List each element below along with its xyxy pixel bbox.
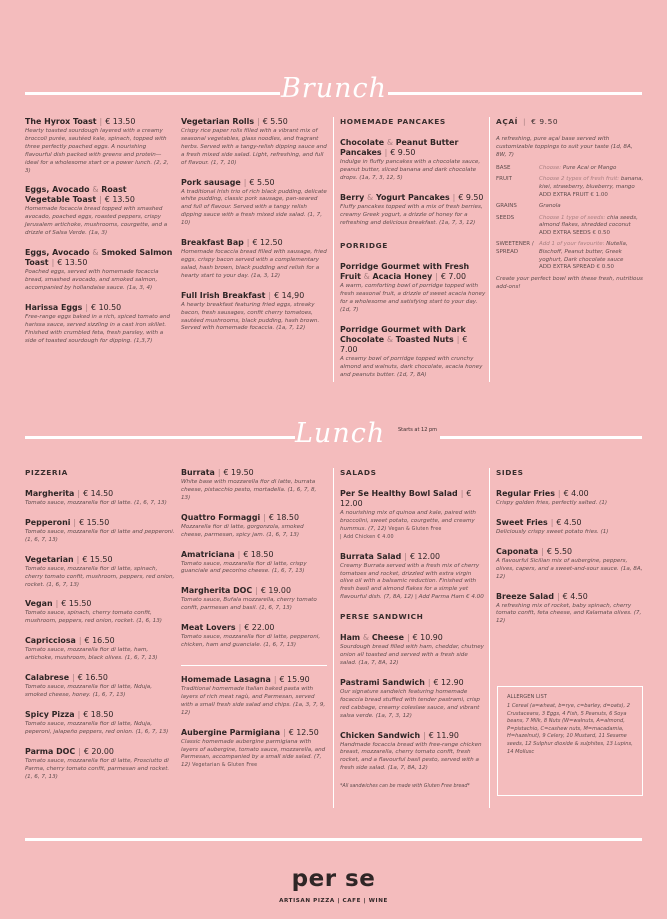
menu-item: Caponata | € 5.50 A flavourful Sicilian mix of aubergine, peppers, olives, capers, and a sweet-and-sour sauce. (1a, 8A, 12)	[496, 546, 643, 580]
footer-rule	[25, 838, 642, 841]
pizzeria-section	[25, 468, 175, 791]
menu-item: Burrata Salad | € 12.00 Creamy Burrata served with a fresh mix of cherry tomatoes and rocket, drizzled with extra virgin olive oil with a balsamic reduction. Finished with fresh basil and almond flakes for a simple yet flavourful dish. (7, 8A, 12) | Add Parma Ham € 4.00	[340, 551, 484, 601]
menu-item: Margherita DOC | € 19.00 Tomato sauce, Bufala mozzarella, cherry tomato confit, parmesan and basil. (1, 6, 7, 13)	[181, 586, 317, 612]
menu-item: Ham & Cheese | € 10.90 Sourdough bread filled with ham, cheddar, chutney onion all toasted and served with a fresh side salad. (1a, 7, 8A, 12)	[340, 633, 484, 666]
brunch-heading: Brunch	[280, 73, 388, 104]
brunch-rule-right	[388, 92, 642, 95]
section-title-salads: SALADS	[340, 468, 377, 477]
acai-outro: Create your perfect bowl with these fresh, nutritious add-ons!	[496, 275, 643, 290]
brunch-col-3	[340, 117, 486, 390]
menu-item: Aubergine Parmigiana | € 12.50 Classic homemade aubergine parmigiana with layers of aubergine, tomato sauce, mozzarella, and Parmesan, accompanied by a small side salad. (7, 12) Vegetarian & Gluten Free	[181, 727, 326, 769]
menu-item: Breakfast Bap | € 12.50 Homemade focaccia bread filled with sausage, fried eggs, crispy bacon served with a complementary salad, hash brown, black pudding and relish for a hearty start to your day. (1a, 3, 12)	[181, 238, 327, 279]
allergen-title: ALLERGEN LIST	[507, 694, 547, 700]
menu-item: Homemade Lasagna | € 15.90 Traditional homemade Italian baked pasta with layers of rich meat ragù, and Parmesan, served with a small fresh side salad and chips. (1a, 3, 7, 9, 12)	[181, 675, 326, 716]
menu-item: Margherita | € 14.50 Tomato sauce, mozzarella fior di latte. (1, 6, 7, 13)	[25, 489, 167, 506]
menu-item: Parma DOC | € 20.00 Tomato sauce, mozzarella fior di latte, Prosciutto di Parma, cherry tomato confit, parmesan and rocket. (1, 6, 7, 13)	[25, 746, 170, 780]
section-title-pizzeria: PIZZERIA	[25, 468, 68, 477]
allergen-text: 1 Cereal (a=wheat, b=rye, c=barley, d=oats), 2 Crustaceans, 3 Eggs, 4 Fish, 5 Peanuts, 6 Soya beans, 7 Milk, 8 Nuts (W=walnuts, A=almond, P=pistachio, C=cashew nuts, M=macadamia, H=hazelnut), 9 Celery, 10 Mustard, 11 Sesame seeds, 12 Sulphur dioxide & sulphites, 13 Lupins, 14 Mollusc	[507, 703, 633, 755]
acai-divider	[489, 117, 490, 382]
pizza-col-2	[181, 468, 327, 660]
menu-item: Vegan | € 15.50 Tomato sauce, spinach, cherry tomato confit, mushroom, peppers, red onion, rocket. (1, 6, 13)	[25, 599, 162, 625]
menu-item: Burrata | € 19.50 White base with mozzarella fior di latte, burrata cheese, pistacchio pesto, mortadella. (1, 6, 7, 8, 13)	[181, 468, 317, 501]
acai-row: SWEETENER / SPREAD Add 1 of your favourite: Nutella, Bischoff, Peanut butter, Greek yoghurt, Dark chocolate sauce ADD EXTRA SPREAD € 0.50	[496, 241, 628, 271]
menu-item: Vegetarian Rolls | € 5.50 Crispy rice paper rolls filled with a vibrant mix of seasonal vegetables, glass noodles, and fragrant herbs. Served with a tangy-relish dipping sauce and a fresh mixed side salad. Light, refreshing, and full of flavour. (1, 7, 10)	[181, 117, 327, 166]
menu-item: Eggs, Avocado & Roast Vegetable Toast | € 13.50 Homemade focaccia bread topped with smashed avocado, poached eggs, roasted peppers, crispy Jerusalem artichoke, mushrooms, courgette, and a drizzle of Salsa Verde. (1a, 3)	[25, 185, 168, 237]
lunch-rule-right	[440, 436, 642, 439]
allergen-box	[497, 686, 643, 796]
mains-divider	[181, 665, 327, 666]
brand-logo: per se	[291, 866, 376, 892]
menu-item: Quattro Formaggi | € 18.50 Mozzarella fior di latte, gorgonzola, smoked cheese, parmesan, spicy jam. (1, 6, 7, 13)	[181, 512, 304, 538]
section-title-pancakes: HOMEMADE PANCAKES	[340, 117, 446, 126]
menu-item: Porridge Gourmet with Dark Chocolate & Toasted Nuts | € 7.00 A creamy bowl of porridge topped with crunchy almond and walnuts, dark chocolate, acacia honey and peanuts butter. (1d, 7, 8A)	[340, 325, 483, 378]
lunch-heading: Lunch	[295, 418, 386, 449]
section-title-acai: AÇAÍ | € 9.50	[496, 117, 559, 126]
menu-item: Porridge Gourmet with Fresh Fruit & Acacia Honey | € 7.00 A warm, comforting bowl of porridge topped with fresh seasonal fruit, a drizzle of sweet acacia honey for a wholesome and satisfying start to your day. (1d, 7)	[340, 262, 486, 314]
section-title-porridge: PORRIDGE	[340, 241, 388, 251]
menu-item: The Hyrox Toast | € 13.50 Hearty toasted sourdough layered with a creamy broccoli purée, sautéed kale, spinach, topped with three perfectly poached eggs. A nourishing flavourful dish packed with greens and protein—ideal for a wholesome start or a power lunch. (2, 2, 3)	[25, 117, 169, 174]
acai-row: GRAINS Granola	[496, 203, 561, 210]
acai-row: SEEDS Choose 1 type of seeds: chia seeds, almond flakes, shredded coconut ADD EXTRA SEEDS € 0.50	[496, 214, 638, 236]
menu-item: Pork sausage | € 5.50 A traditional Irish trio of rich black pudding, delicate white pudding, classic pork sausage, pan-seared and full of flavour. Served with a tangy relish dipping sauce with a fresh mixed side salad. (1, 7, 10)	[181, 177, 327, 227]
brand-tagline: ARTISAN PIZZA | CAFE | WINE	[279, 898, 388, 904]
lunch-start-time: Starts at 12 pm	[398, 427, 438, 433]
menu-item: Spicy Pizza | € 18.50 Tomato sauce, mozzarella fior di latte, Nduja, peperoni, jalapeño peppers, red onion. (1, 6, 7, 13)	[25, 709, 169, 735]
menu-item: Sweet Fries | € 4.50 Deliciously crispy sweet potato fries. (1)	[496, 517, 609, 535]
menu-item: Vegetarian | € 15.50 Tomato sauce, mozzarella fior di latte, spinach, cherry tomato confit, mushroom, peppers, red onion, rocket. (1, 6, 7, 13)	[25, 554, 175, 588]
brunch-rule-left	[25, 92, 280, 95]
sandwich-note: *All sandwiches can be made with Gluten Free bread*	[340, 784, 470, 790]
brunch-col-2	[181, 117, 327, 343]
menu-item: Full Irish Breakfast | € 14,90 A hearty breakfast featuring fried eggs, streaky bacon, fresh sausages, confit cherry tomatoes, sautéed mushrooms, black pudding, hash brown. Served with homemade focaccia. (1a, 7, 12)	[181, 290, 320, 332]
menu-item: Per Se Healthy Bowl Salad | € 12.00 A nourishing mix of quinoa and kale, paired with broccolini, sweet potato, courgette, and creamy hummus. (7, 12) Vegan & Gluten Free | Add Chicken € 4.00	[340, 489, 476, 540]
sides-section	[496, 468, 644, 636]
section-title-sandwich: PERSE SANDWICH	[340, 612, 424, 622]
acai-section	[496, 117, 644, 292]
mains-section	[181, 675, 327, 780]
menu-item: Harissa Eggs | € 10.50 Free-range eggs baked in a rich, spiced tomato and harissa sauce, served sizzling in a cast iron skillet. Finished with crumbled feta, fresh parsley, with a side of toasted sourdough for dipping. (1,3,7)	[25, 302, 171, 344]
brunch-col-1	[25, 117, 173, 355]
salads-section	[340, 468, 486, 791]
menu-item: Capricciosa | € 16.50 Tomato sauce, mozzarella fior di latte, ham, artichoke, mushroom, black olives. (1, 6, 7, 13)	[25, 636, 158, 662]
brunch-divider	[333, 117, 334, 382]
menu-item: Meat Lovers | € 22.00 Tomato sauce, mozzarella fior di latte, pepperoni, chicken, ham and guanciale. (1, 6, 7, 13)	[181, 623, 321, 649]
acai-row: BASE Choose: Pure Acai or Mango	[496, 164, 617, 171]
menu-item: Regular Fries | € 4.00 Crispy golden fries, perfectly salted. (1)	[496, 489, 608, 506]
menu-item: Pepperoni | € 15.50 Tomato sauce, mozzarella fior di latte and pepperoni. (1, 6, 7, 13)	[25, 517, 175, 543]
sides-divider	[489, 468, 490, 808]
menu-item: Pastrami Sandwich | € 12.90 Our signature sandwich featuring homemade focaccia bread stuffed with tender pastrami, crisp red cabbage, creamy coleslaw sauce, and vibrant salsa verde. (1a, 7, 3, 12)	[340, 677, 480, 719]
salads-divider	[333, 468, 334, 808]
menu-item: Calabrese | € 16.50 Tomato sauce, mozzarella fior di latte, Nduja, smoked cheese, honey. (1, 6, 7, 13)	[25, 673, 153, 698]
menu-item: Eggs, Avocado & Smoked Salmon Toast | € 13.50 Poached eggs, served with homemade focaccia bread, smashed avocado, and smoked salmon, accompanied by hollandaise sauce. (1a, 3, 4)	[25, 248, 173, 291]
menu-item: Berry & Yogurt Pancakes | € 9.50 Fluffy pancakes topped with a mix of fresh berries, creamy Greek yogurt, a drizzle of honey for a refreshing and delicious breakfast. (1a, 7, 3, 12)	[340, 192, 484, 226]
menu-item: Breeze Salad | € 4.50 A refreshing mix of rocket, baby spinach, cherry tomato confit, feta cheese, and Kalamata olives. (7, 12)	[496, 591, 642, 625]
section-title-sides: SIDES	[496, 468, 524, 477]
menu-item: Chocolate & Peanut Butter Pancakes | € 9.50 Indulge in fluffy pancakes with a chocolate sauce, peanut butter, sliced banana and dark chocolate drops. (1a, 7, 3, 12, 5)	[340, 138, 481, 181]
lunch-rule-left	[25, 436, 295, 439]
menu-item: Amatriciana | € 18.50 Tomato sauce, mozzarella fior di latte, crispy guanciale and pecorino cheese. (1, 6, 7, 13)	[181, 549, 307, 575]
acai-intro: A refreshing, pure açaí base served with customizable toppings to suit your taste (1d, 8A, 8W, 7)	[496, 136, 633, 158]
acai-row: FRUIT Choose 2 types of fresh fruit: banana, kiwi, strawberry, blueberry, mango ADD EXTRA FRUIT € 1.00	[496, 176, 644, 198]
menu-item: Chicken Sandwich | € 11.90 Handmade focaccia bread with free-range chicken breast, mozzarella, cherry tomato confit, fresh rocket, and a flavourful basil pesto, served with a fresh side salad. (1a, 7, 8A, 12)	[340, 730, 482, 772]
